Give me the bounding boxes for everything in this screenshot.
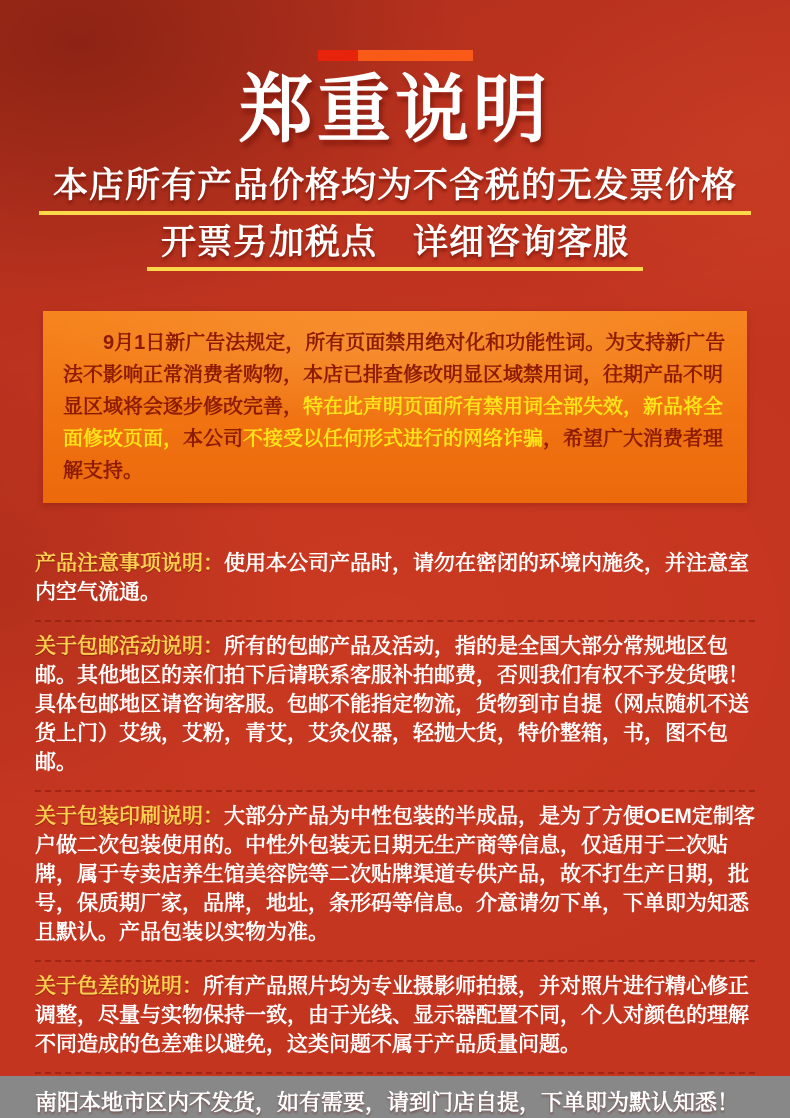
- notice-box-text: [63, 327, 727, 487]
- notice-section: [35, 960, 755, 1072]
- sections: [35, 539, 755, 1072]
- ad-law-notice-box: [43, 311, 747, 503]
- accent-bar-red-segment: [318, 50, 358, 61]
- section-paragraph: [35, 802, 755, 947]
- section-body: 所有产品照片均为专业摄影师拍摄，并对照片进行精心修正调整，尽量与实物保持一致，由于光线、显示器配置不同，个人对颜色的理解不同造成的色差难以避免，这类问题不属于产品质量问题。: [35, 975, 749, 1056]
- notice-segment-normal: 9月1日新广告法规定，所有页面禁用绝对化和功能性词。为支持新广告法不影响正常消费者购物，本店已排查修改明显区域禁用词，往期产品不明显区域将会逐步修改完善，: [63, 332, 726, 418]
- section-paragraph: [35, 632, 755, 777]
- notice-segment-highlight: 不接受以任何形式进行的网络诈骗: [243, 428, 543, 450]
- section-heading: 关于包邮活动说明：: [35, 635, 224, 658]
- section-body: 大部分产品为中性包装的半成品，是为了方便OEM定制客户做二次包装使用的。中性外包装无日期无生产商等信息，仅适用于二次贴牌，属于专卖店养生馆美容院等二次贴牌渠道专供产品，故不打生产日期，批号，保质期厂家，品牌，地址，条形码等信息。介意请勿下单，下单即为知悉且默认。产品包装以实物为准。: [35, 805, 755, 944]
- notice-segment-normal: 本公司: [183, 428, 243, 450]
- notice-segment-highlight: 特在此声明页面所有禁用词全部失效，新品将全面修改页面，: [63, 396, 723, 450]
- accent-bar-orange-segment: [358, 50, 473, 61]
- section-heading: 关于色差的说明：: [35, 975, 203, 998]
- section-body: 使用本公司产品时，请勿在密闭的环境内施灸，并注意室内空气流通。: [35, 552, 749, 604]
- subtitle-block: [0, 167, 790, 271]
- poster-title: 郑重说明: [239, 68, 551, 151]
- section-paragraph: [35, 972, 755, 1059]
- notice-section: [35, 539, 755, 620]
- section-body: 所有的包邮产品及活动，指的是全国大部分常规地区包邮。其他地区的亲们拍下后请联系客服补拍邮费，否则我们有权不予发货哦！ 具体包邮地区请咨询客服。包邮不能指定物流，货物到市自提（网点随机不送货上门）艾绒，艾粉，青艾，艾灸仪器，轻抛大货，特价整箱，书，图不包邮。: [35, 635, 749, 774]
- notice-segment-normal: ，希望广大消费者理解支持。: [63, 428, 723, 482]
- footer-statement: 南阳本地市区内不发货，如有需要，请到门店自提，下单即为默认知悉！: [35, 1072, 755, 1118]
- subtitle-text-1: 本店所有产品价格均为不含税的无发票价格: [39, 167, 751, 215]
- decorative-accent-bar: [318, 50, 473, 61]
- subtitle-line-1: [0, 167, 790, 215]
- subtitle-text-2: 开票另加税点 详细咨询客服: [147, 224, 643, 272]
- subtitle-line-2: [0, 224, 790, 272]
- section-heading: 关于包装印刷说明：: [35, 805, 224, 828]
- section-paragraph: [35, 549, 755, 607]
- notice-section: [35, 620, 755, 790]
- notice-section: [35, 790, 755, 960]
- section-heading: 产品注意事项说明：: [35, 552, 224, 575]
